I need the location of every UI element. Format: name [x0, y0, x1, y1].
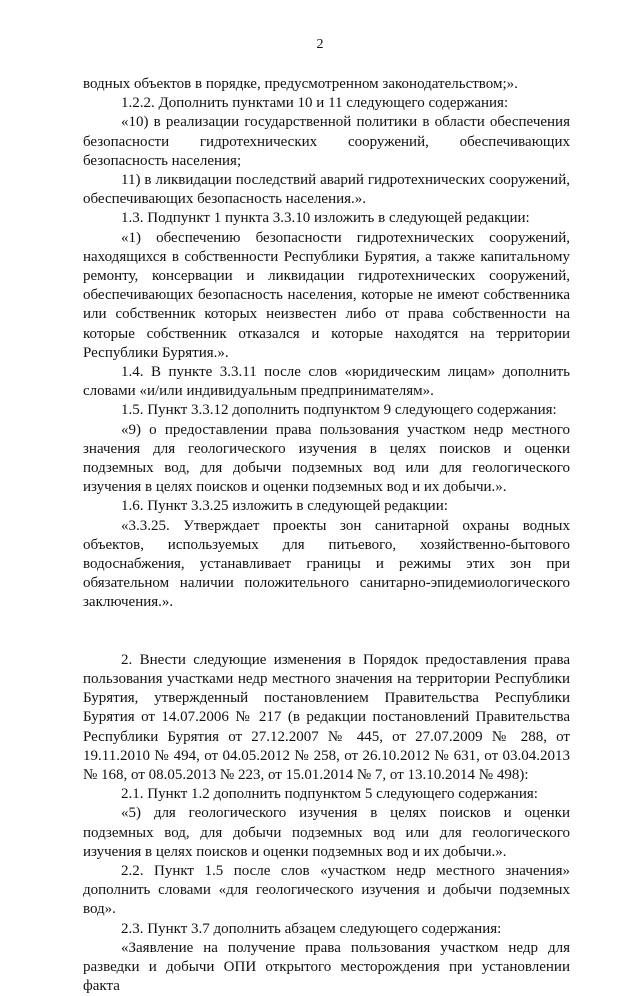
paragraph: 2.2. Пункт 1.5 после слов «участком недр местного значения» дополнить словами «для геологического изучения и добычи подземных вод».: [83, 862, 570, 918]
paragraph: «3.3.25. Утверждает проекты зон санитарной охраны водных объектов, используемых для питьевого, хозяйственно-бытового водоснабжения, устанавливает границы и режимы этих зон при обязательном наличии положительного санитарно-эпидемиологического заключения.».: [83, 517, 570, 611]
paragraph: 1.3. Подпункт 1 пункта 3.3.10 изложить в следующей редакции:: [121, 210, 530, 227]
document-body: [83, 75, 570, 996]
paragraph: «9) о предоставлении права пользования участком недр местного значения для геологического изучения в целях поисков и оценки подземных вод, для добычи подземных вод или для геологического изучения в целях поисков и оценки подземных вод и их добычи.».: [83, 421, 570, 496]
paragraph: 1.6. Пункт 3.3.25 изложить в следующей редакции:: [121, 498, 448, 515]
paragraph: 2.3. Пункт 3.7 дополнить абзацем следующего содержания:: [121, 920, 502, 937]
paragraph: 2. Внести следующие изменения в Порядок предоставления права пользования участками недр местного значения на территории Республики Бурятия, утвержденный постановлением Правительства Республики Бурятия от 14.07.2006 № 217 (в редакции постановлений Правительства Республики Бурятия от 27.12.2007 № 445, от 27.07.2009 № 288, от 19.11.2010 № 494, от 04.05.2012 № 258, от 26.10.2012 № 631, от 03.04.2013 № 168, от 08.05.2013 № 223, от 15.01.2014 № 7, от 13.10.2014 № 498):: [83, 651, 570, 783]
paragraph: «Заявление на получение права пользования участком недр для разведки и добычи ОПИ открытого месторождения при установлении факта: [83, 939, 570, 995]
paragraph: водных объектов в порядке, предусмотренном законодательством;».: [83, 76, 518, 92]
paragraph: 1.2.2. Дополнить пунктами 10 и 11 следующего содержания:: [121, 95, 509, 112]
paragraph: 1.4. В пункте 3.3.11 после слов «юридическим лицам» дополнить словами «и/или индивидуальным предпринимателям».: [83, 364, 570, 400]
section-gap: [83, 613, 570, 651]
paragraph: 2.1. Пункт 1.2 дополнить подпунктом 5 следующего содержания:: [121, 786, 538, 803]
paragraph: 11) в ликвидации последствий аварий гидротехнических сооружений, обеспечивающих безопасность населения.».: [83, 172, 570, 208]
paragraph: «5) для геологического изучения в целях поисков и оценки подземных вод, для добычи подземных вод или для геологического изучения в целях поисков и оценки подземных вод и их добычи.».: [83, 805, 570, 860]
paragraph: 1.5. Пункт 3.3.12 дополнить подпунктом 9 следующего содержания:: [121, 402, 557, 419]
paragraph: «1) обеспечению безопасности гидротехнических сооружений, находящихся в собственности Республики Бурятия, а также капитальному ремонту, консервации и ликвидации гидротехнических сооружений, обеспечивающих безопасность населения, которые не имеют собственника или собственник которых неизвестен либо от права собственности на которые собственник отказался и которые находятся на территории Республики Бурятия.».: [83, 229, 570, 361]
page-number: 2: [316, 37, 324, 52]
paragraph: «10) в реализации государственной политики в области обеспечения безопасности гидротехнических сооружений, обеспечивающих безопасность населения;: [83, 114, 570, 169]
